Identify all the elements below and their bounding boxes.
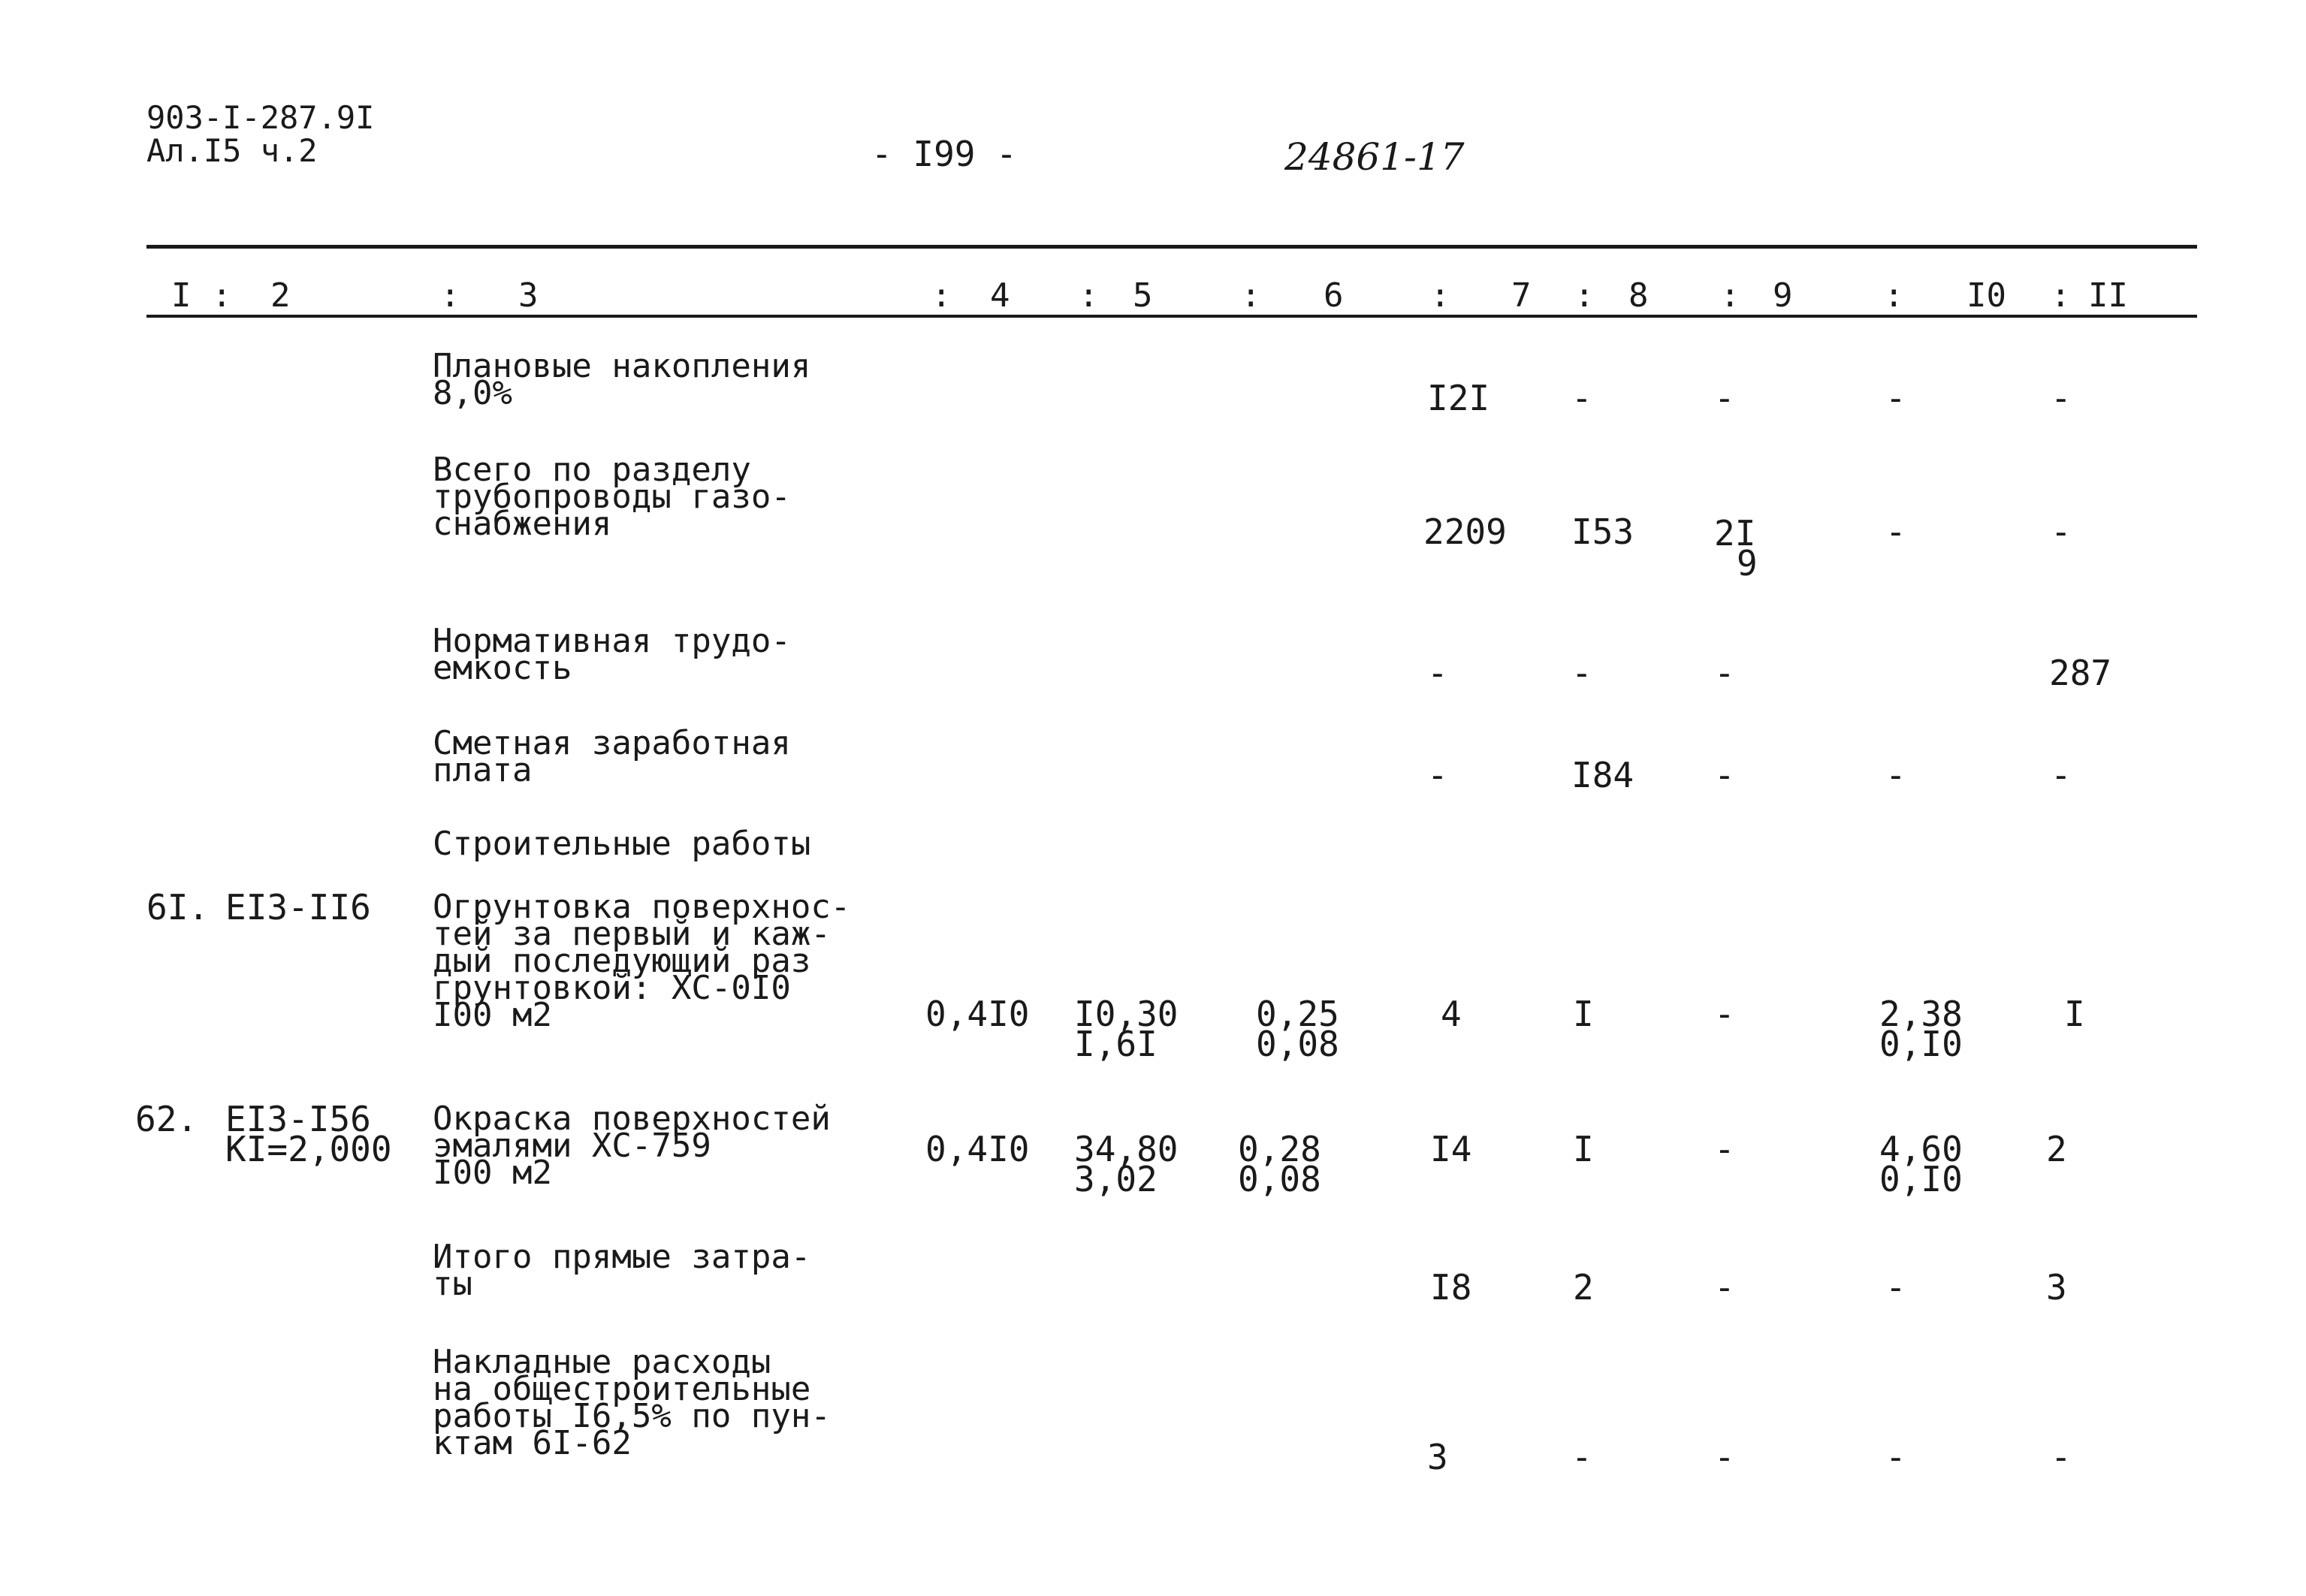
cell-col8: I	[1573, 994, 1594, 1034]
cell-col9: -	[1714, 653, 1735, 693]
table-top-rule	[146, 245, 2197, 249]
row-description: Итого прямые затра- ты	[433, 1238, 811, 1303]
cell-col7: -	[1427, 755, 1448, 795]
cell-col7: I4	[1430, 1129, 1472, 1169]
col-header-3: 3	[518, 276, 539, 315]
page-number: - I99 -	[871, 134, 1017, 174]
row-description: Всего по разделу трубопроводы газо- снабжения	[433, 451, 791, 543]
col-header-1: I	[171, 276, 192, 315]
cell-col8: I	[1573, 1129, 1594, 1169]
cell-col7: I2I	[1427, 378, 1490, 418]
col-header-sep: :	[1574, 276, 1595, 315]
cell-col5: I0,30 I,6I	[1074, 994, 1179, 1064]
col-header-sep: :	[1720, 276, 1740, 315]
cell-col8: 2	[1573, 1267, 1594, 1308]
col-header-5: 5	[1133, 276, 1153, 315]
cell-col9: -	[1714, 1437, 1735, 1477]
cell-col6: 0,25 0,08	[1256, 994, 1339, 1064]
row-description: Накладные расходы на общестроительные работы I6,5% по пун- ктам 6I-62	[433, 1343, 831, 1462]
cell-col11: 2	[2046, 1129, 2067, 1169]
handwritten-number: 24861-17	[1284, 135, 1465, 179]
section-heading: Строительные работы	[433, 825, 811, 863]
cell-col10: -	[1885, 1437, 1906, 1477]
col-header-sep: :	[1884, 276, 1904, 315]
cell-col8: -	[1571, 653, 1592, 693]
cell-col9: 2I 9	[1714, 513, 1758, 584]
cell-col7: -	[1427, 653, 1448, 693]
row-position: 62.	[135, 1099, 198, 1139]
cell-col11: I	[2064, 994, 2085, 1034]
cell-col9: -	[1714, 755, 1735, 795]
col-header-2: 2	[270, 276, 291, 315]
col-header-sep: :	[1241, 276, 1261, 315]
cell-col4: 0,4I0	[925, 994, 1030, 1034]
cell-col11: -	[2051, 511, 2072, 552]
cell-col7: 2209	[1423, 511, 1507, 552]
col-header-sep: :	[440, 276, 460, 315]
row-description: Плановые накопления 8,0%	[433, 347, 811, 412]
cell-col9: -	[1714, 1129, 1735, 1169]
cell-col11: -	[2051, 378, 2072, 418]
cell-col10: 2,38 0,I0	[1879, 994, 1963, 1064]
cell-col9: -	[1714, 1267, 1735, 1308]
col-header-sep: :	[2051, 276, 2071, 315]
document-code-line2: Ал.I5 ч.2	[146, 132, 318, 169]
cell-col8: I84	[1571, 755, 1634, 795]
row-code: EI3-II6	[225, 887, 371, 928]
cell-col10: 4,60 0,I0	[1879, 1129, 1963, 1199]
cell-col8: I53	[1571, 511, 1634, 552]
row-description: Нормативная трудо- емкость	[433, 622, 791, 687]
col-header-8: 8	[1628, 276, 1649, 315]
col-header-4: 4	[990, 276, 1010, 315]
cell-col8: -	[1571, 1437, 1592, 1477]
row-description: Огрунтовка поверхнос- тей за первый и каж- дый последующий раз грунтовкой: ХС-0I0 I00 м2	[433, 888, 851, 1034]
cell-col6: 0,28 0,08	[1238, 1129, 1321, 1199]
cell-col7: 4	[1441, 994, 1462, 1034]
col-header-sep: :	[931, 276, 952, 315]
col-header-11: II	[2088, 276, 2128, 315]
document-code-line1: 903-I-287.9I	[146, 99, 375, 136]
cell-col5: 34,80 3,02	[1074, 1129, 1179, 1199]
col-header-10: I0	[1966, 276, 2006, 315]
col-header-7: 7	[1511, 276, 1532, 315]
cell-col11: 287	[2049, 653, 2112, 693]
cell-col11: -	[2051, 1437, 2072, 1477]
col-header-9: 9	[1773, 276, 1793, 315]
row-position: 6I.	[146, 887, 210, 928]
document-code	[146, 101, 374, 167]
col-header-sep: :	[1079, 276, 1099, 315]
cell-col7: 3	[1427, 1437, 1448, 1477]
table-header-rule	[146, 315, 2197, 318]
col-header-sep: :	[1430, 276, 1450, 315]
cell-col10: -	[1885, 1267, 1906, 1308]
cell-col9: -	[1714, 378, 1735, 418]
cell-col10: -	[1885, 755, 1906, 795]
cell-col10: -	[1885, 511, 1906, 552]
cell-col4: 0,4I0	[925, 1129, 1030, 1169]
row-code: EI3-I56 KI=2,000	[225, 1099, 392, 1169]
row-description: Сметная заработная плата	[433, 724, 791, 789]
col-header-6: 6	[1324, 276, 1344, 315]
cell-col7: I8	[1430, 1267, 1472, 1308]
cell-col11: -	[2051, 755, 2072, 795]
cell-col8: -	[1571, 378, 1592, 418]
cell-col11: 3	[2046, 1267, 2067, 1308]
cell-col9: -	[1714, 994, 1735, 1034]
col-header-sep: :	[212, 276, 232, 315]
row-description: Окраска поверхностей эмалями ХС-759 I00 м2	[433, 1100, 831, 1192]
cell-col10: -	[1885, 378, 1906, 418]
